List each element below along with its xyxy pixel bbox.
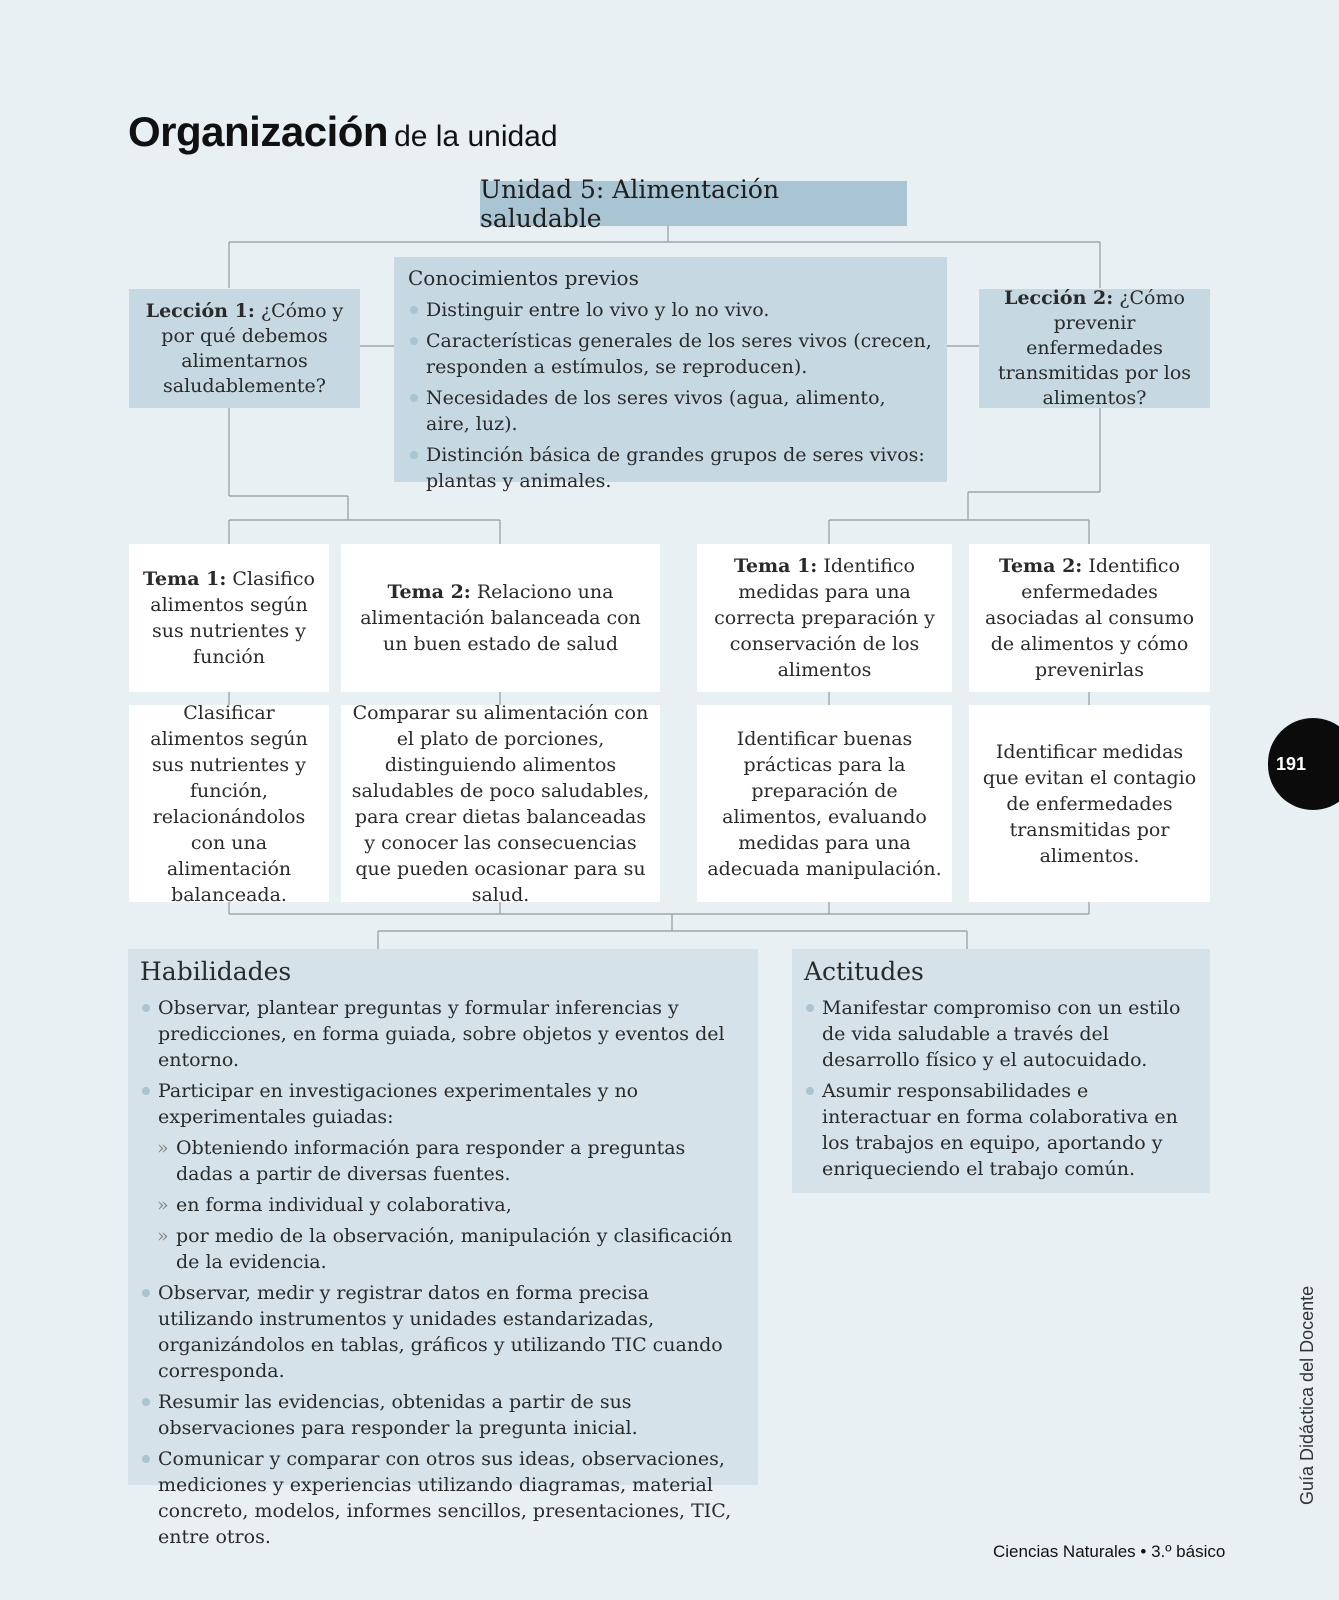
topic-box xyxy=(129,544,329,692)
objective-text: Identificar medidas que evitan el contagio de enfermedades transmitidas por alimentos. xyxy=(982,740,1197,867)
footer-label: Ciencias Naturales • 3.º básico xyxy=(993,1542,1226,1561)
skills-item: Resumir las evidencias, obtenidas a partir de sus observaciones para responder la pregunta inicial. xyxy=(140,1389,746,1441)
skills-heading: Habilidades xyxy=(140,957,292,986)
objective-box xyxy=(697,705,952,902)
skills-item: Observar, medir y registrar datos en forma precisa utilizando instrumentos y unidades estandarizadas, organizándolos en tablas, gráficos y utilizando TIC cuando corresponda. xyxy=(140,1280,746,1384)
skills-item: Comunicar y comparar con otros sus ideas, observaciones, mediciones y experiencias utilizando diagramas, material concreto, modelos, informes sencillos, presentaciones, TIC, entre otros. xyxy=(140,1446,746,1550)
objective-box xyxy=(341,701,660,906)
objective-box xyxy=(969,705,1210,902)
lesson-1-text: ¿Cómo y por qué debemos alimentarnos saludablemente? xyxy=(161,299,344,397)
page-title-rest: de la unidad xyxy=(394,120,558,153)
topic-label: Tema 1: xyxy=(143,568,227,590)
page-number: 191 xyxy=(1276,753,1307,774)
topic-box xyxy=(341,544,660,692)
topic-label: Tema 2: xyxy=(387,581,471,603)
previous-knowledge-item: Características generales de los seres vivos (crecen, responden a estímulos, se reproducen). xyxy=(408,328,933,380)
skills-item: Observar, plantear preguntas y formular inferencias y predicciones, en forma guiada, sobre objetos y eventos del entorno. xyxy=(140,995,746,1073)
lesson-2-box xyxy=(979,289,1210,408)
objective-text: Clasificar alimentos según sus nutrientes y función, relacionándolos con una alimentación balanceada. xyxy=(150,701,308,906)
previous-knowledge-item: Distinguir entre lo vivo y lo no vivo. xyxy=(408,297,933,323)
skills-sub-item: » por medio de la observación, manipulación y clasificación de la evidencia. xyxy=(140,1223,746,1275)
lesson-1-label: Lección 1: xyxy=(145,299,255,322)
previous-knowledge-item: Distinción básica de grandes grupos de seres vivos: plantas y animales. xyxy=(408,442,933,494)
objective-text: Comparar su alimentación con el plato de porciones, distinguiendo alimentos saludables de poco saludables, para crear dietas balanceadas y conocer las consecuencias que pueden ocasionar para su salud. xyxy=(351,701,650,906)
attitudes-box xyxy=(792,949,1210,1193)
lesson-1-box xyxy=(129,289,360,408)
topic-box xyxy=(697,544,952,692)
lesson-2-text: ¿Cómo prevenir enfermedades transmitidas por los alimentos? xyxy=(997,287,1192,409)
topic-text: Identifico enfermedades asociadas al consumo de alimentos y cómo prevenirlas xyxy=(984,555,1195,681)
objective-text: Identificar buenas prácticas para la preparación de alimentos, evaluando medidas para una adecuada manipulación. xyxy=(707,727,942,880)
previous-knowledge-item: Necesidades de los seres vivos (agua, alimento, aire, luz). xyxy=(408,385,933,437)
skills-box xyxy=(128,949,758,1548)
attitudes-item: Asumir responsabilidades e interactuar en forma colaborativa en los trabajos en equipo, aportando y enriqueciendo el trabajo común. xyxy=(804,1078,1198,1182)
attitudes-item: Manifestar compromiso con un estilo de vida saludable a través del desarrollo físico y el autocuidado. xyxy=(804,995,1198,1073)
topic-box xyxy=(969,544,1210,692)
topic-label: Tema 2: xyxy=(999,555,1083,577)
skills-sub-item: » Obteniendo información para responder a preguntas dadas a partir de diversas fuentes. xyxy=(140,1135,746,1187)
objective-box xyxy=(129,701,329,906)
unit-title-box: Unidad 5: Alimentación saludable xyxy=(480,181,907,226)
page-title-bold: Organización xyxy=(128,108,389,155)
topic-label: Tema 1: xyxy=(734,555,818,577)
previous-knowledge-box xyxy=(394,257,947,492)
attitudes-heading: Actitudes xyxy=(804,957,924,986)
skills-sub-item: » en forma individual y colaborativa, xyxy=(140,1192,746,1218)
topic-text: Identifico medidas para una correcta preparación y conservación de los alimentos xyxy=(714,555,935,681)
skills-item xyxy=(140,1078,746,1130)
page-title xyxy=(128,108,558,156)
topic-text: Clasifico alimentos según sus nutrientes y función xyxy=(150,568,315,668)
lesson-2-label: Lección 2: xyxy=(1004,287,1114,309)
topic-text: Relaciono una alimentación balanceada con un buen estado de salud xyxy=(360,581,641,655)
skills-item-text: Participar en investigaciones experimentales y no experimentales guiadas: xyxy=(158,1080,639,1128)
previous-knowledge-heading: Conocimientos previos xyxy=(408,266,639,290)
side-label: Guía Didáctica del Docente xyxy=(1297,1285,1317,1505)
